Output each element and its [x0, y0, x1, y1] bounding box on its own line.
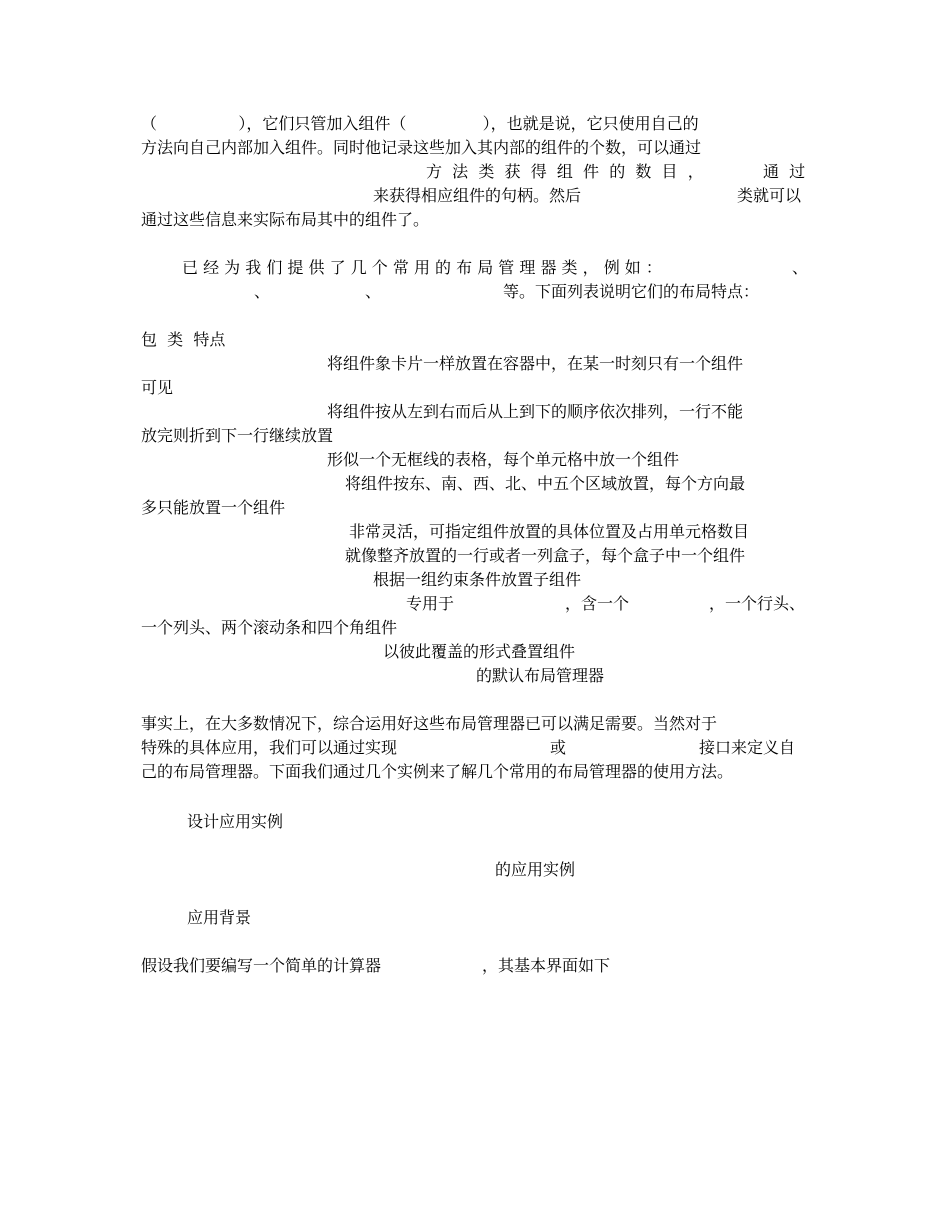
heading-background: 应用背景	[187, 908, 252, 927]
para2-line2b: 、	[365, 282, 382, 301]
scrollpane-layout-desc-2: 一个列头、两个滚动条和四个角组件	[141, 618, 398, 637]
last-line-a: 假设我们要编写一个简单的计算器	[141, 956, 382, 975]
para1-line2: 方法向自己内部加入组件。同时他记录这些加入其内部的组件的个数，可以通过	[141, 138, 702, 157]
para1-line4a: 来获得相应组件的句柄。然后	[373, 186, 582, 205]
para3-line3: 己的布局管理器。下面我们通过几个实例来了解几个常用的布局管理器的使用方法。	[141, 762, 734, 781]
box-layout-desc: 就像整齐放置的一行或者一列盒子，每个盒子中一个组件	[345, 546, 746, 565]
para3-line2c: 接口来定义自	[699, 738, 796, 757]
spring-layout-desc: 根据一组约束条件放置子组件	[373, 570, 582, 589]
para2-line2c: 等。下面列表说明它们的布局特点：	[503, 282, 760, 301]
para1-line3a: 方 法 类 获 得 组 件 的 数 目 ，	[426, 162, 704, 181]
para3-line1: 事实上，在大多数情况下，综合运用好这些布局管理器已可以满足需要。当然对于	[141, 714, 718, 733]
card-layout-desc-1: 将组件象卡片一样放置在容器中，在某一时刻只有一个组件	[327, 354, 744, 373]
overlay-layout-desc: 以彼此覆盖的形式叠置组件	[383, 642, 576, 661]
para1-line4b: 类就可以	[737, 186, 802, 205]
heading-layout-example: 的应用实例	[495, 860, 576, 879]
flow-layout-desc-1: 将组件按从左到右而后从上到下的顺序依次排列，一行不能	[327, 402, 744, 421]
last-line-b: ，其基本界面如下	[482, 956, 611, 975]
grid-layout-desc: 形似一个无框线的表格，每个单元格中放一个组件	[327, 450, 680, 469]
heading-design-example: 设计应用实例	[187, 812, 284, 831]
para2-line2a: 、	[254, 282, 271, 301]
scrollpane-layout-desc-b: ，含一个	[565, 594, 630, 613]
border-layout-desc-2: 多只能放置一个组件	[141, 498, 286, 517]
table-header: 包 类 特点	[141, 330, 226, 349]
scrollpane-layout-desc-c: ，一个行头、	[709, 594, 806, 613]
scrollpane-layout-desc-a: 专用于	[406, 594, 455, 613]
card-layout-desc-2: 可见	[141, 378, 174, 397]
gridbag-layout-desc: 非常灵活，可指定组件放置的具体位置及占用单元格数目	[349, 522, 750, 541]
para3-line2a: 特殊的具体应用，我们可以通过实现	[141, 738, 398, 757]
para2-line1a: 已 经 为 我 们 提 供 了 几 个 常 用 的 布 局 管 理 器 类 ， 例 如 ：	[182, 258, 662, 277]
para3-line2b: 或	[550, 738, 567, 757]
para1-line5: 通过这些信息来实际布局其中的组件了。	[141, 210, 430, 229]
para1-line1: （ ），它们只管加入组件（ ），也就是说，它只使用自己的	[141, 114, 699, 133]
border-layout-desc-1: 将组件按东、南、西、北、中五个区域放置，每个方向最	[345, 474, 746, 493]
para1-line3b: 通 过	[763, 162, 806, 181]
para2-line1b: 、	[792, 258, 809, 277]
default-layout-desc: 的默认布局管理器	[476, 666, 605, 685]
flow-layout-desc-2: 放完则折到下一行继续放置	[141, 426, 334, 445]
